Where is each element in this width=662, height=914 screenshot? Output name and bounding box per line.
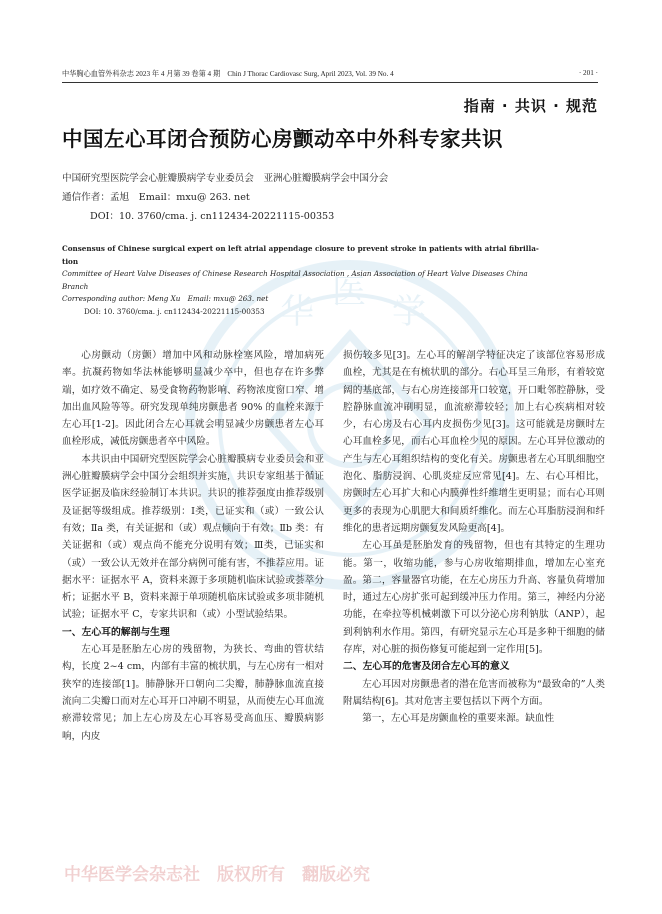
copyright-watermark [0, 852, 662, 892]
english-committee-line-2: Branch [62, 281, 89, 291]
right-column [343, 347, 605, 852]
journal-citation: 中华胸心血管外科杂志 2023 年 4 月第 39 卷第 4 期 Chin J Thorac Cardiovasc Surg, April 2023, Vol. 39 No. 4 [62, 70, 394, 78]
english-title-line-1: Consensus of Chinese surgical expert on left atrial appendage closure to prevent stroke in patients with atrial fibrilla- [62, 244, 539, 253]
english-title-line-2: tion [62, 256, 79, 266]
seal-char-3: 学 [392, 292, 426, 332]
seal-char-1: 华 [280, 292, 314, 332]
section-heading-harm: 二、左心耳的危害及闭合左心耳的意义 [343, 661, 510, 673]
left-column [62, 347, 324, 852]
intro-paragraph-1: 心房颤动（房颤）增加中风和动脉栓塞风险，增加病死率。抗凝药物如华法林能够明显减少卒中，但也存在许多弊端，如疗效不确定、易受食物药物影响、药物浓度窗口窄、增加出血风险等等。研究发现单纯房颤患者 90% 的血栓来源于左心耳[1-2]。因此闭合左心耳就会明显减少房颤患者左心耳血栓形成，减低房颤患者卒中风险。 [62, 350, 324, 448]
harm-paragraph-1: 左心耳因对房颤患者的潜在危害而被称为“最致命的”人类附属结构[6]。其对危害主要包括以下两个方面。 [343, 678, 605, 707]
doi-cn: DOI：10. 3760/cma. j. cn112434-20221115-00353 [90, 211, 335, 222]
english-abstract-block [62, 243, 574, 318]
header-rule [62, 82, 598, 83]
section-heading-anatomy: 一、左心耳的解剖与生理 [62, 626, 170, 638]
harm-paragraph-2: 第一，左心耳是房颤血栓的重要来源。缺血性 [362, 713, 555, 725]
running-header [62, 69, 598, 83]
corresponding-author-cn: 通信作者：孟旭 Email：mxu@ 263. net [62, 192, 250, 203]
english-committee-line-1: Committee of Heart Valve Diseases of Chinese Research Hospital Association , Asian Association of Heart Valve Diseases China [62, 269, 528, 278]
intro-paragraph-2: 本共识由中国研究型医院学会心脏瓣膜病专业委员会和亚洲心脏瓣膜病学会中国分会组织并实施，共识专家组基于循证医学证据及临床经验制订本共识。共识的推荐强度由推荐级别及证据等级组成。推荐级别：Ⅰ类，已证实和（或）一致公认有效；Ⅱa 类，有关证据和（或）观点倾向于有效；Ⅱb 类：有关证据和（或）观点尚不能充分说明有效；Ⅲ类，已证实和（或）一致公认无效并在部分病例可能有害，不推荐应用。证据水平：证据水平 A，资料来源于多项随机临床试验或荟萃分析；证据水平 B，资料来源于单项随机临床试验或多项非随机试验；证据水平 C，专家共识和（或）小型试验结果。 [62, 453, 324, 621]
article-title: 中国左心耳闭合预防心房颤动卒中外科专家共识 [62, 127, 503, 151]
anatomy-paragraph-1-continued: 损伤较多见[3]。左心耳的解剖学特征决定了该部位容易形成血栓，尤其是在有梳状肌的部分。右心耳呈三角形，有着较宽阔的基底部，与右心房连接部开口较宽，开口毗邻腔静脉，受腔静脉血流冲刷明显，血流瘀滞较轻；加上右心疾病相对较少，右心房及右心耳内皮损伤少见[3]。这可能就是房颤时左心耳血栓多见，而右心耳血栓少见的原因。左心耳异位激动的产生与左心耳组织结构的变化有关。房颤患者左心耳肌细胞空泡化、脂肪浸润、心肌炎症反应常见[4]。左、右心耳相比，房颤时左心耳扩大和心内膜弹性纤维增生更明显；而右心耳则更多的表现为心肌肥大和间质纤维化。而左心耳脂肪浸润和纤维化的患者远期房颤复发风险更高[4]。 [343, 350, 605, 534]
physiology-paragraph: 左心耳虽是胚胎发育的残留物，但也有其特定的生理功能。第一，收缩功能，参与心房收缩期排血，增加左心室充盈。第二，容量器官功能，在左心房压力升高、容量负荷增加时，通过左心房扩张可起到缓冲压力作用。第三，神经内分泌功能，在牵拉等机械刺激下可以分泌心房利钠肽（ANP），起到利钠利水作用。第四，有研究显示左心耳是多种干细胞的储存库，对心脏的损伤修复可能起到一定作用[5]。 [343, 540, 605, 656]
authors-cn: 中国研究型医院学会心脏瓣膜病学专业委员会 亚洲心脏瓣膜病学会中国分会 [62, 173, 389, 184]
anatomy-paragraph-1-start: 左心耳是胚胎左心房的残留物，为狭长、弯曲的管状结构，长度 2~4 cm，内部有丰富的梳状肌，与左心房有一相对狭窄的连接部[1]。肺静脉开口朝向二尖瓣，肺静脉血流直接流向二尖瓣口而对左心耳开口冲刷不明显，从而使左心耳血流瘀滞较常见；加上左心房及左心耳容易受高血压、瓣膜病影响，内皮 [62, 644, 324, 742]
section-label: 指南 · 共识 · 规范 [463, 97, 598, 115]
english-corresponding-author: Corresponding author: Meng Xu Email: mxu@ 263. net [62, 294, 269, 303]
copyright-watermark-text: 中华医学会杂志社 版权所有 翻版必究 [64, 864, 370, 885]
page-number: · 201 · [578, 69, 598, 77]
body-columns [62, 347, 605, 852]
english-doi: DOI: 10. 3760/cma. j. cn112434-20221115-00353 [84, 306, 265, 316]
seal-char-2: 医 [332, 272, 366, 312]
